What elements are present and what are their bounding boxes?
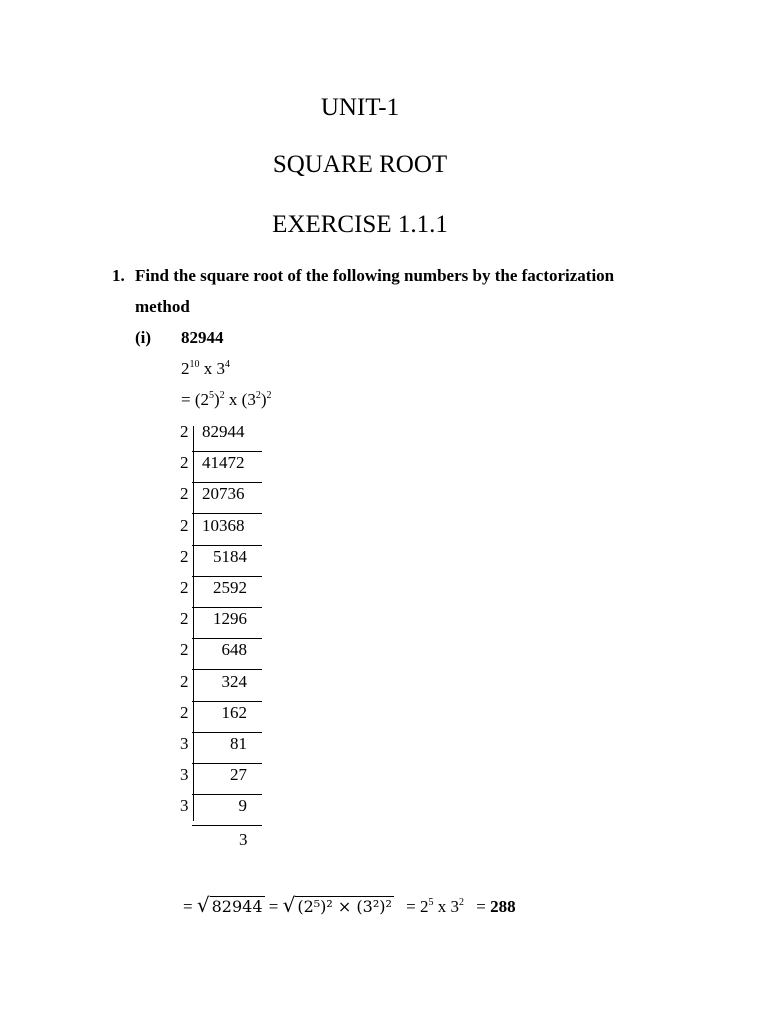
divisor: 2 bbox=[180, 515, 189, 535]
division-row-rule bbox=[192, 825, 262, 826]
expr-part: x (3 bbox=[224, 390, 256, 409]
dividend: 5184 bbox=[213, 546, 247, 566]
division-row bbox=[176, 483, 266, 514]
dividend: 27 bbox=[230, 765, 247, 785]
dividend: 648 bbox=[221, 640, 247, 660]
dividend: 20736 bbox=[202, 484, 245, 504]
division-row bbox=[176, 546, 266, 577]
expr-part: ) bbox=[214, 390, 220, 409]
part-number: 82944 bbox=[181, 328, 224, 347]
dividend: 162 bbox=[221, 702, 247, 722]
division-row bbox=[176, 421, 266, 452]
divisor: 3 bbox=[180, 734, 189, 753]
unit-title: UNIT-1 bbox=[320, 94, 400, 121]
exponent: 4 bbox=[225, 359, 230, 370]
divisor: 2 bbox=[180, 671, 189, 691]
divisor: 2 bbox=[180, 702, 189, 722]
divisor: 2 bbox=[180, 578, 189, 597]
division-row bbox=[176, 452, 266, 483]
exponent: 2 bbox=[266, 390, 272, 401]
division-row bbox=[176, 577, 266, 608]
exponent: 10 bbox=[189, 359, 200, 370]
exponent: 2 bbox=[219, 390, 225, 401]
exponent: 2 bbox=[459, 897, 464, 908]
dividend: 10368 bbox=[202, 515, 245, 535]
division-row bbox=[176, 515, 266, 546]
exponent: 2 bbox=[255, 390, 261, 401]
dividend: 41472 bbox=[202, 453, 245, 473]
equals: = bbox=[183, 897, 197, 916]
divisor: 3 bbox=[180, 765, 189, 785]
expr-part: = (2 bbox=[181, 390, 209, 409]
final-quotient: 3 bbox=[239, 830, 248, 849]
division-row bbox=[176, 764, 266, 795]
base-2: 2 bbox=[181, 359, 190, 378]
division-row bbox=[176, 795, 266, 826]
dividend: 82944 bbox=[202, 422, 245, 441]
section-title: SQUARE ROOT bbox=[272, 151, 448, 178]
sqrt-expression-1 bbox=[197, 893, 265, 919]
dividend: 1296 bbox=[213, 609, 247, 629]
final-result: 288 bbox=[490, 897, 516, 916]
divisor: 2 bbox=[180, 609, 189, 629]
times-sign: x bbox=[199, 359, 217, 378]
divisor: 2 bbox=[180, 422, 189, 441]
sqrt-icon: √ bbox=[196, 893, 210, 917]
prime-factor-expression bbox=[181, 358, 230, 380]
question-text-line-1 bbox=[112, 265, 614, 287]
equals-expression: = 2 bbox=[401, 897, 429, 916]
divisor: 2 bbox=[180, 546, 189, 566]
divisor: 2 bbox=[180, 484, 189, 504]
dividend: 81 bbox=[230, 734, 247, 753]
squared-form-expression bbox=[181, 389, 272, 411]
divisor: 2 bbox=[180, 453, 189, 473]
exponent: 5 bbox=[209, 390, 214, 401]
exponent: 5 bbox=[428, 897, 434, 908]
times-expression: x 3 bbox=[433, 897, 459, 916]
sqrt-expression-2 bbox=[283, 893, 394, 919]
radicand: (2⁵)² × (3²)² bbox=[297, 897, 392, 916]
divisor: 3 bbox=[180, 796, 189, 816]
question-text-line-2: method bbox=[135, 297, 190, 316]
dividend: 324 bbox=[221, 671, 247, 691]
equals: = bbox=[472, 897, 491, 916]
divisor: 2 bbox=[180, 640, 189, 660]
division-row bbox=[176, 639, 266, 670]
answer-line bbox=[183, 893, 516, 919]
division-row bbox=[176, 608, 266, 639]
dividend: 9 bbox=[238, 796, 247, 816]
radicand: 82944 bbox=[211, 897, 263, 916]
division-row bbox=[176, 733, 266, 764]
exercise-title: EXERCISE 1.1.1 bbox=[272, 211, 448, 238]
division-row bbox=[176, 702, 266, 733]
sqrt-icon: √ bbox=[282, 893, 296, 917]
question-text: Find the square root of the following numbers by the factorization bbox=[135, 266, 615, 285]
expr-part: ) bbox=[260, 390, 267, 409]
dividend: 2592 bbox=[213, 578, 247, 597]
part-label: (i) bbox=[135, 328, 152, 347]
question-number: 1. bbox=[112, 266, 125, 285]
base-3: 3 bbox=[216, 359, 225, 378]
prime-division-table bbox=[176, 421, 266, 821]
equals: = bbox=[264, 897, 283, 916]
division-row bbox=[176, 671, 266, 702]
